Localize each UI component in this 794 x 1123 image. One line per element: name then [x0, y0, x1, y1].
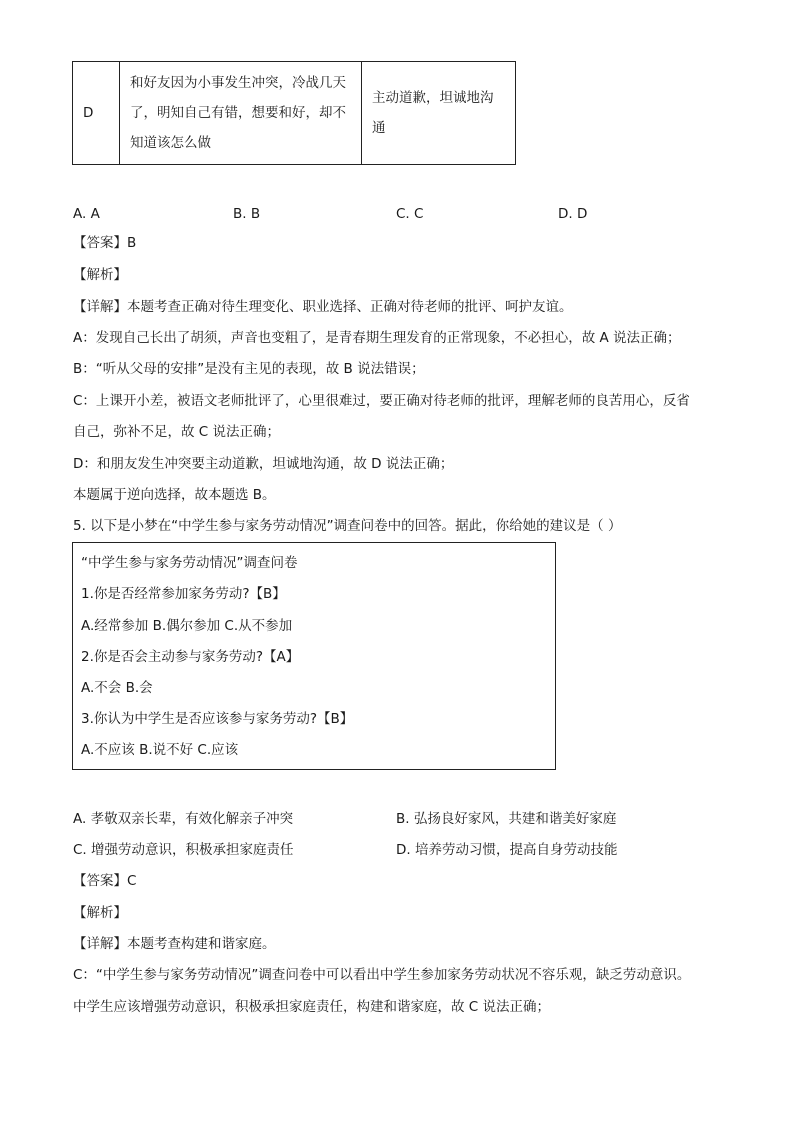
q5-answer: 【答案】C: [73, 873, 137, 889]
table-advice-cell: [362, 62, 516, 165]
q4-analysis-line: 自己，弥补不足，故 C 说法正确；: [73, 424, 281, 440]
q4-analysis-line: 【详解】本题考查正确对待生理变化、职业选择、正确对待老师的批评、呵护友谊。: [73, 299, 573, 315]
q4-analysis-label: 【解析】: [73, 267, 127, 283]
q5-option-c: C. 增强劳动意识，积极承担家庭责任: [73, 842, 294, 858]
option-table: [72, 61, 516, 165]
q4-option-b: B. B: [233, 206, 261, 222]
q5-option-a: A. 孝敬双亲长辈，有效化解亲子冲突: [73, 811, 294, 827]
table-row-label: D: [73, 62, 120, 165]
q5-option-b: B. 弘扬良好家风，共建和谐美好家庭: [396, 811, 617, 827]
q4-analysis-line: A：发现自己长出了胡须，声音也变粗了，是青春期生理发育的正常现象，不必担心，故 A 说法正确；: [73, 330, 681, 346]
survey-line: A.经常参加 B.偶尔参加 C.从不参加: [81, 618, 293, 634]
survey-box: [72, 542, 556, 770]
situation-line: 知道该怎么做: [130, 135, 211, 151]
q4-option-d: D. D: [558, 206, 588, 222]
q4-answer: 【答案】B: [73, 235, 137, 251]
q4-analysis-line: 本题属于逆向选择，故本题选 B。: [73, 487, 276, 503]
q4-analysis-line: D：和朋友发生冲突要主动道歉，坦诚地沟通，故 D 说法正确；: [73, 456, 454, 472]
q4-option-a: A. A: [73, 206, 100, 222]
survey-line: 3.你认为中学生是否应该参与家务劳动?【B】: [81, 711, 354, 727]
situation-line: 了，明知自己有错，想要和好，却不: [130, 105, 346, 121]
q4-analysis-line: B：“听从父母的安排”是没有主见的表现，故 B 说法错误；: [73, 361, 425, 377]
q5-stem: 5. 以下是小梦在“中学生参与家务劳动情况”调查问卷中的回答。据此，你给她的建议是（ ）: [73, 518, 622, 534]
q5-analysis-line: C：“中学生参与家务劳动情况”调查问卷中可以看出中学生参加家务劳动状况不容乐观，缺乏劳动意识。: [73, 967, 691, 983]
survey-line: 1.你是否经常参加家务劳动?【B】: [81, 586, 286, 602]
survey-line: 2.你是否会主动参与家务劳动?【A】: [81, 649, 300, 665]
advice-line: 主动道歉，坦诚地沟: [372, 90, 494, 106]
q5-analysis-line: 中学生应该增强劳动意识，积极承担家庭责任，构建和谐家庭，故 C 说法正确；: [73, 999, 551, 1015]
advice-line: 通: [372, 120, 386, 136]
q4-option-c: C. C: [396, 206, 424, 222]
q4-analysis-line: C：上课开小差，被语文老师批评了，心里很难过，要正确对待老师的批评，理解老师的良苦用心，反省: [73, 393, 690, 409]
q5-analysis-label: 【解析】: [73, 905, 127, 921]
q5-analysis-line: 【详解】本题考查构建和谐家庭。: [73, 936, 276, 952]
q5-option-d: D. 培养劳动习惯，提高自身劳动技能: [396, 842, 618, 858]
survey-line: A.不会 B.会: [81, 680, 153, 696]
situation-line: 和好友因为小事发生冲突，冷战几天: [130, 75, 346, 91]
survey-title: “中学生参与家务劳动情况”调查问卷: [81, 555, 298, 571]
table-situation-cell: [120, 62, 362, 165]
survey-line: A.不应该 B.说不好 C.应该: [81, 742, 239, 758]
